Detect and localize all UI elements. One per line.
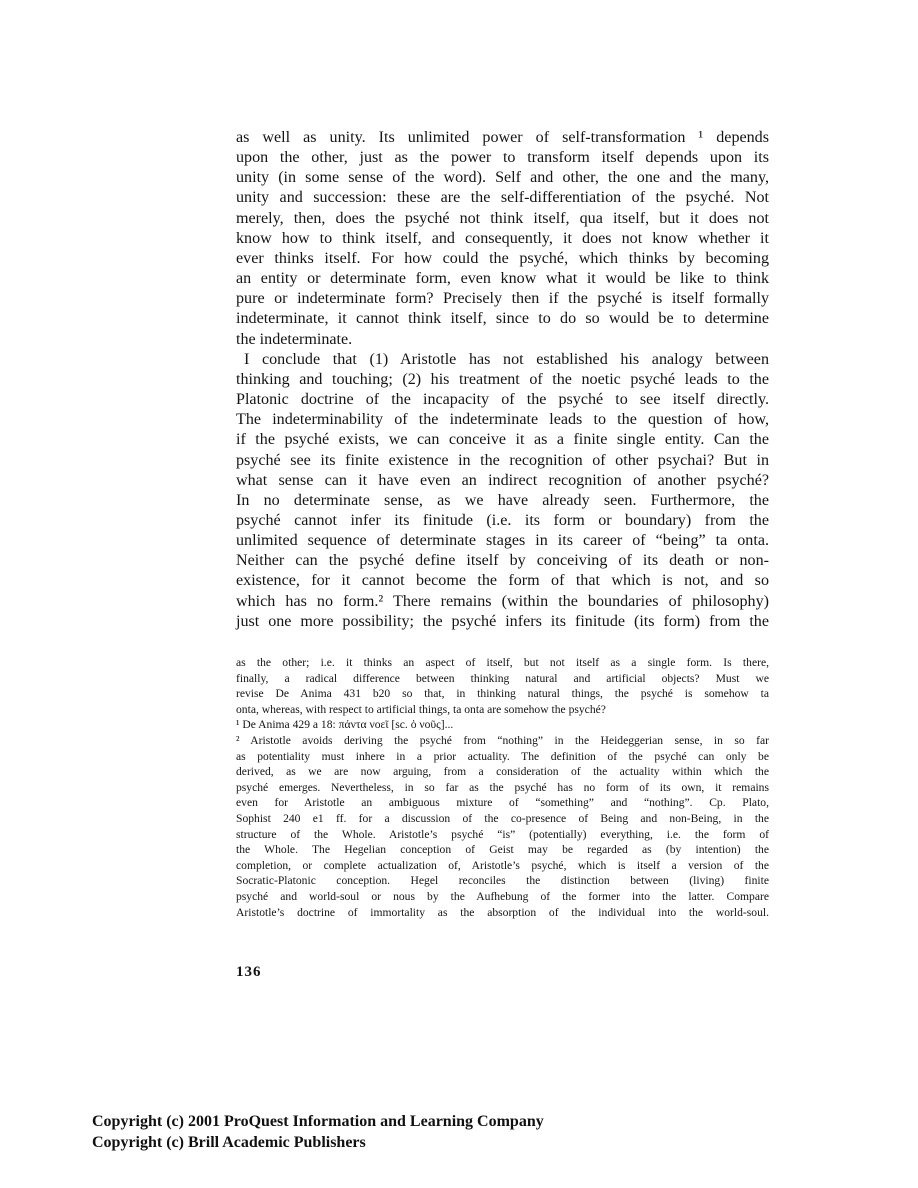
body-line: know how to think itself, and consequently, it does not know whether it xyxy=(236,229,769,247)
footnote-line: completion, or complete actualization of, Aristotle’s psyché, which is itself a version of the xyxy=(236,858,769,872)
footnote-line: Sophist 240 e1 ff. for a discussion of the co-presence of Being and non-Being, in the xyxy=(236,811,769,825)
body-line: unity and succession: these are the self-differentiation of the psyché. Not xyxy=(236,189,769,207)
footnote-line: ¹ De Anima 429 a 18: πάντα νοεῖ [sc. ὁ νοῦς]... xyxy=(236,718,454,732)
footnote-line: revise De Anima 431 b20 so that, in thinking natural things, the psyché is somehow ta xyxy=(236,687,769,701)
footnote-line: derived, as we are now arguing, from a consideration of the actuality within which the xyxy=(236,765,769,779)
body-line: existence, for it cannot become the form of that which is not, and so xyxy=(236,572,769,590)
footnote-line: structure of the Whole. Aristotle’s psyché “is” (potentially) everything, i.e. the form of xyxy=(236,827,769,841)
footnote-line: onta, whereas, with respect to artificial things, ta onta are somehow the psyché? xyxy=(236,702,606,716)
body-line: as well as unity. Its unlimited power of self-transformation ¹ depends xyxy=(236,129,769,146)
footnote-line: as the other; i.e. it thinks an aspect of itself, but not itself as a single form. Is there, xyxy=(236,656,769,669)
body-line: I conclude that (1) Aristotle has not established his analogy between xyxy=(244,350,769,368)
page-number: 136 xyxy=(236,964,262,980)
body-line: Platonic doctrine of the incapacity of the psyché to see itself directly. xyxy=(236,391,769,409)
copyright-line: Copyright (c) Brill Academic Publishers xyxy=(92,1133,366,1151)
body-line: In no determinate sense, as we have already seen. Furthermore, the xyxy=(236,491,769,509)
footnote-line: Socratic-Platonic conception. Hegel reconciles the distinction between (living) finite xyxy=(236,874,769,888)
footnotes-block xyxy=(236,655,769,920)
body-line: which has no form.² There remains (within the boundaries of philosophy) xyxy=(236,592,769,610)
copyright-notice xyxy=(92,1112,544,1153)
body-line: unlimited sequence of determinate stages in its career of “being” ta onta. xyxy=(236,532,769,550)
footnote-line: as potentiality must inhere in a prior actuality. The definition of the psyché can only be xyxy=(236,749,769,763)
main-text-block xyxy=(236,128,769,632)
copyright-line: Copyright (c) 2001 ProQuest Information and Learning Company xyxy=(92,1113,544,1130)
footnote-line: psyché and world-soul or nous by the Aufhebung of the former into the latter. Compare xyxy=(236,889,769,903)
footnote-line: psyché emerges. Nevertheless, in so far as the psyché has no form of its own, it remains xyxy=(236,780,769,794)
body-line: ever thinks itself. For how could the psyché, which thinks by becoming xyxy=(236,249,769,267)
body-line: indeterminate, it cannot think itself, since to do so would be to determine xyxy=(236,310,769,328)
body-line: just one more possibility; the psyché infers its finitude (its form) from the xyxy=(236,612,769,630)
body-line: psyché see its finite existence in the recognition of other psychai? But in xyxy=(236,451,769,469)
body-line: merely, then, does the psyché not think itself, qua itself, but it does not xyxy=(236,209,769,227)
footnote-line: Aristotle’s doctrine of immortality as the absorption of the individual into the world-soul. xyxy=(236,905,769,919)
body-line: if the psyché exists, we can conceive it as a finite single entity. Can the xyxy=(236,431,769,449)
body-line: Neither can the psyché define itself by conceiving of its death or non- xyxy=(236,552,769,570)
footnote-line: even for Aristotle an ambiguous mixture of “something” and “nothing”. Cp. Plato, xyxy=(236,796,769,810)
body-line: an entity or determinate form, even know what it would be like to think xyxy=(236,270,769,288)
body-line: thinking and touching; (2) his treatment of the noetic psyché leads to the xyxy=(236,370,769,388)
body-line: what sense can it have even an indirect recognition of another psyché? xyxy=(236,471,769,489)
footnote-line: finally, a radical difference between thinking natural and artificial objects? Must we xyxy=(236,671,769,685)
footnote-line: ² Aristotle avoids deriving the psyché from “nothing” in the Heideggerian sense, in so far xyxy=(236,733,769,747)
body-line: The indeterminability of the indeterminate leads to the question of how, xyxy=(236,411,769,429)
body-line: upon the other, just as the power to transform itself depends upon its xyxy=(236,149,769,167)
body-line: the indeterminate. xyxy=(236,330,353,348)
body-line: unity (in some sense of the word). Self and other, the one and the many, xyxy=(236,169,769,187)
body-line: psyché cannot infer its finitude (i.e. its form or boundary) from the xyxy=(236,511,769,529)
footnote-line: the Whole. The Hegelian conception of Geist may be regarded as (by intention) the xyxy=(236,843,769,857)
body-line: pure or indeterminate form? Precisely then if the psyché is itself formally xyxy=(236,290,769,308)
